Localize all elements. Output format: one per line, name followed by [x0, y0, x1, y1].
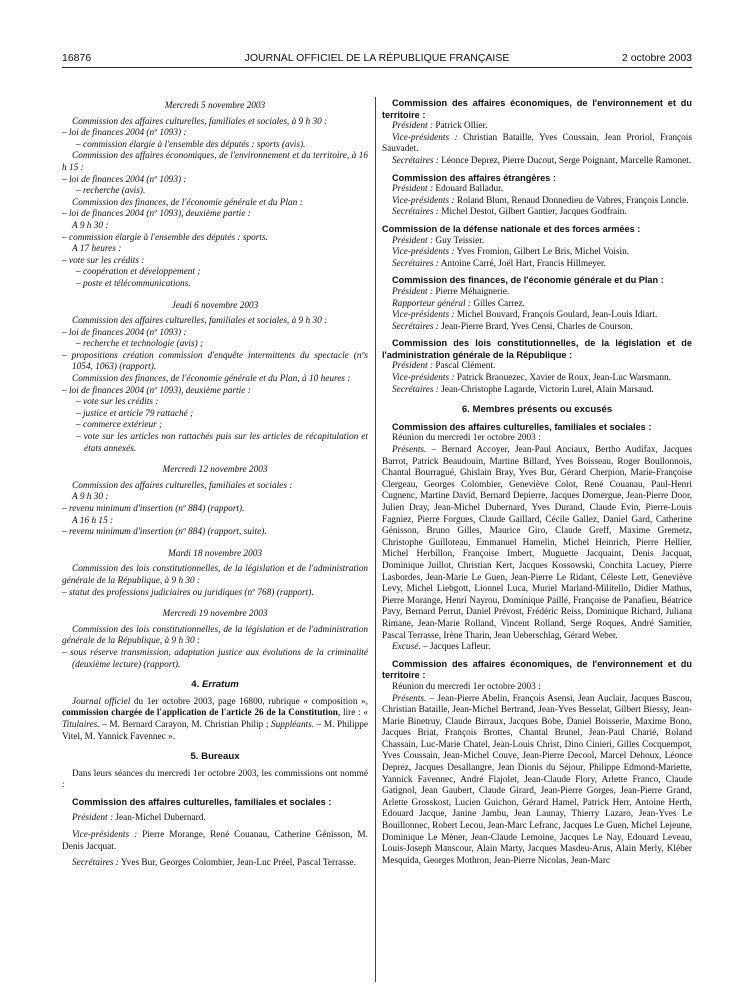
commission-title: Commission des affaires étrangères :: [392, 172, 556, 183]
role-names: Gilles Carrez.: [471, 298, 525, 309]
excuse-names: – Jacques Lafleur.: [420, 642, 491, 653]
present-names: – Jean-Pierre Abelin, François Asensi, Jean Auclair, Jacques Bascou, Christian Bataille, Jean-Michel Bertrand, Jean-Yves Besselat, Gilbert Biessy, Jean-Marie Binetruy, Claude Birraux, Jacques Bobe, Daniel Boisserie, Maxime Bono, Jacques Briat, François Brottes, Chantal Brunel, Jean-Paul Charié, Roland Chassain, Luc-Marie Chatel, Jean-Louis Christ, Dino Cinieri, Gilles Cocquempot, Yves Coussain, Jean-Michel Couve, Jean-Pierre Decool, Marcel Dehoux, Léonce Deprez, Jacques Desallangre, Jean Dionis du Séjour, Philippe Edmond-Mariette, Yannick Favennec, André Flajolet, Jean-Claude Flory, Arlette Franco, Claude Gatignol, Jean Gaubert, Claude Girard, Jean-Pierre Gorges, Jean-Pierre Grand, Arlette Grosskost, Lucien Guichon, Gérard Hamel, Patrick Herr, Antoine Herth, Edouard Jacque, Janine Jambu, Jean Launay, Thierry Lazaro, Jean-Yves Le Bouillonnec, Robert Lecou, Jean-Marc Lefranc, Jacques Le Guen, Michel Lejeune, Dominique Le Mèner, Jean-Claude Lemoine, Jacques Le Nay, Edouard Leveau, Louis-Joseph Manscour, Alain Marty, Jacques Masdeu-Arus, Alain Merly, Kléber Mesquida, Georges Mothron, Jean-Pierre Nicolas, Jean-Marc: [382, 693, 692, 866]
erratum-part: du 1er octobre 2003, page 16800, rubrique « composition »,: [130, 696, 369, 707]
agenda-line: A 16 h 15 :: [72, 515, 114, 526]
role-label: Secrétaires :: [392, 321, 439, 332]
date-heading: Mercredi 12 novembre 2003: [162, 465, 268, 476]
role-label: Président :: [392, 286, 434, 297]
agenda-line: – revenu minimum d'insertion (nº 884) (rapport).: [62, 504, 245, 514]
secretaries-line: [382, 156, 692, 168]
erratum-part: – M. Philippe Vitel, M. Yannick Favennec ».: [62, 719, 368, 742]
president-line: [382, 361, 692, 373]
agenda-line: – loi de finances 2004 (nº 1093), deuxième partie :: [62, 385, 251, 396]
agenda-line: – commission élargie à l'ensemble des députés : sports.: [62, 232, 268, 243]
date-heading: Mercredi 5 novembre 2003: [164, 101, 266, 111]
role-names: Jean-Michel Dubernard.: [113, 813, 206, 824]
bureaux-heading: 5. Bureaux: [190, 751, 240, 763]
agenda-line: – vote sur les crédits :: [76, 397, 159, 408]
erratum-number: 4.: [191, 679, 200, 691]
agenda-line: Commission des affaires culturelles, familiales et sociales, à 9 h 30 :: [72, 116, 328, 127]
role-label: Secrétaires :: [392, 258, 439, 269]
secretaries-line: [382, 259, 692, 271]
agenda-line: – loi de finances 2004 (nº 1093) :: [62, 327, 187, 338]
role-label: Secrétaires :: [392, 384, 439, 395]
agenda-line: – loi de finances 2004 (nº 1093) :: [62, 174, 187, 185]
meeting-date: Réunion du mercredi 1er octobre 2003 :: [392, 433, 541, 444]
commission-title: Commission des affaires économiques, de l'environnement et du territoire :: [382, 98, 692, 120]
vice-presidents-line: [382, 247, 692, 259]
role-names: Yves Fromion, Gilbert Le Bris, Michel Voisin.: [454, 247, 630, 258]
role-names: Jean-Christophe Lagarde, Victorin Lurel, Alain Marsaud.: [438, 384, 654, 395]
commission-title: Commission des lois constitutionnelles, de la législation et de l'administration générale de la République :: [382, 338, 692, 360]
date-heading: Jeudi 6 novembre 2003: [171, 300, 259, 311]
role-names: Roland Blum, Renaud Donnedieu de Vabres, François Loncle.: [454, 195, 689, 206]
commission-title: Commission des affaires culturelles, familiales et sociales :: [392, 421, 652, 432]
role-label: Vice-présidents :: [392, 310, 455, 321]
secretaries-line: [62, 858, 368, 870]
journal-title: JOURNAL OFFICIEL DE LA RÉPUBLIQUE FRANÇAISE: [244, 52, 510, 64]
agenda-line: A 9 h 30 :: [72, 220, 109, 231]
president-line: [62, 813, 368, 825]
role-label: Président :: [72, 813, 114, 824]
role-names: Antoine Carré, Joël Hart, Francis Hillmeyer.: [438, 258, 606, 269]
agenda-line: – justice et article 79 rattaché ;: [76, 408, 194, 419]
agenda-line: – propositions création commission d'enquête intermittents du spectacle (nºs 1054, 1063) (rapport).: [62, 350, 368, 373]
agenda-line: – vote sur les crédits :: [62, 255, 145, 266]
erratum-part: Suppléants.: [271, 719, 315, 730]
role-label: Secrétaires :: [72, 858, 119, 869]
president-line: [382, 236, 692, 248]
role-label: Rapporteur général :: [392, 298, 472, 309]
role-label: Président :: [392, 121, 434, 132]
role-label: Vice-présidents :: [72, 830, 138, 841]
agenda-line: Commission des lois constitutionnelles, de la législation et de l'administration générale de la République, à 9 h 30 :: [62, 624, 368, 647]
agenda-line: – commission élargie à l'ensemble des députés : sports (avis).: [76, 139, 306, 150]
vice-presidents-line: [62, 830, 368, 853]
agenda-line: Commission des affaires culturelles, familiales et sociales :: [72, 480, 293, 491]
rapporteur-line: [382, 299, 692, 311]
role-names: Christian Bataille, Yves Coussain, Jean Proriol, François Sauvadet.: [382, 132, 692, 155]
role-names: Guy Teissier.: [433, 235, 485, 246]
role-label: Vice-présidents :: [392, 132, 458, 143]
role-label: Vice-présidents :: [392, 373, 455, 384]
right-column: [382, 98, 692, 867]
agenda-line: – revenu minimum d'insertion (nº 884) (rapport, suite).: [62, 527, 267, 538]
commission-title: Commission des affaires économiques, de l'environnement et du territoire :: [382, 658, 692, 681]
vice-presidents-line: [382, 196, 692, 208]
secretaries-line: [382, 385, 692, 397]
membres-heading: 6. Membres présents ou excusés: [461, 404, 613, 416]
column-divider: [375, 97, 376, 982]
role-names: Michel Destot, Gilbert Gantier, Jacques Godfrain.: [438, 207, 627, 218]
vice-presidents-line: [382, 373, 692, 385]
role-label: Secrétaires :: [392, 207, 439, 218]
secretaries-line: [382, 207, 692, 219]
spacer: [62, 539, 368, 544]
role-label: Président :: [392, 361, 434, 372]
erratum-text: [62, 697, 368, 743]
agenda-line: – recherche (avis).: [76, 186, 146, 197]
present-list: [382, 445, 692, 642]
agenda-line: – sous réserve transmission, adaptation justice aux évolutions de la criminalité (deuxième lecture) (rapport).: [62, 647, 368, 670]
spacer: [62, 455, 368, 460]
agenda-line: – statut des professions judiciaires ou juridiques (nº 768) (rapport).: [62, 587, 314, 598]
role-label: Vice-présidents :: [392, 195, 455, 206]
meeting-date: Réunion du mercredi 1er octobre 2003 :: [392, 681, 541, 692]
issue-date: 2 octobre 2003: [621, 52, 692, 64]
erratum-part: – M. Bernard Carayon, M. Christian Philip ;: [99, 719, 271, 730]
president-line: [382, 121, 692, 133]
erratum-part: , lire : «: [337, 708, 368, 719]
role-names: Patrick Ollier.: [433, 121, 488, 132]
page-header: [62, 52, 692, 66]
role-names: Michel Bouvard, François Goulard, Jean-Louis Idiart.: [454, 310, 658, 321]
agenda-line: Commission des finances, de l'économie générale et du Plan, à 10 heures :: [72, 374, 351, 385]
secretaries-line: [382, 322, 692, 334]
vice-presidents-line: [382, 310, 692, 322]
role-names: Pascal Clément.: [433, 361, 496, 372]
agenda-line: A 17 heures :: [72, 244, 122, 255]
agenda-line: – recherche et technologie (avis) ;: [76, 339, 204, 350]
agenda-line: – vote sur les articles non rattachés puis sur les articles de récapitulation et états annexés.: [76, 432, 368, 454]
agenda-line: – loi de finances 2004 (nº 1093), deuxième partie :: [62, 209, 251, 220]
excuse-label: Excusé.: [392, 642, 421, 653]
vice-presidents-line: [382, 133, 692, 156]
present-label: Présents.: [392, 693, 427, 704]
bureaux-intro: Dans leurs séances du mercredi 1er octobre 2003, les commissions ont nommé :: [62, 768, 368, 791]
present-names: – Bernard Accoyer, Jean-Paul Anciaux, Bertho Audifax, Jacques Barrot, Patrick Beaudouin, Martine Billard, Yves Boisseau, Roger Boullonnois, Chantal Bourragué, Ghislain Bray, Yves Bur, Gérard Cherpion, Marie-Françoise Clergeau, Georges Colombier, Geneviève Colot, René Couanau, Paul-Henri Cugnenc, Martine David, Bernard Depierre, Jacques Domergue, Jean-Pierre Door, Julien Dray, Jean-Michel Dubernard, Yves Durand, Claude Evin, Pierre-Louis Fagniez, Pierre Forgues, Claude Gaillard, Cécile Gallez, Daniel Gard, Catherine Génisson, Bruno Gilles, Maurice Giro, Claude Greff, Maxime Gremetz, Christophe Guilloteau, Emmanuel Hamelin, Michel Heinrich, Pierre Hellier, Michel Herbillon, Françoise Imbert, Muguette Jacquaint, Denis Jacquat, Dominique Juillot, Christian Kert, Jacques Kossowski, Conchita Lacuey, Pierre Lasbordes, Jean-Marie Le Guen, Jean-Pierre Le Ridant, Céleste Lett, Geneviève Levy, Michel Liebgott, Lionnel Luca, Muriel Marland-Militello, Didier Mathus, Pierre Morange, Henri Nayrou, Dominique Paillé, Françoise de Panafieu, Béatrice Pavy, Bernard Perrut, Daniel Prévost, Frédéric Reiss, Dominique Richard, Juliana Rimane, Jean-Marie Rolland, Vincent Rolland, Serge Roques, André Samitier, Pascal Terrasse, Irène Tharin, Jean Ueberschlag, Gérard Weber.: [382, 445, 692, 641]
page-number: 16876: [62, 52, 92, 64]
left-column: [62, 96, 368, 870]
role-names: Jean-Pierre Brard, Yves Censi, Charles de Courson.: [438, 321, 633, 332]
commission-title: Commission des finances, de l'économie générale et du Plan :: [392, 275, 664, 286]
commission-title: Commission de la défense nationale et des forces armées :: [382, 223, 641, 234]
erratum-heading: [62, 679, 368, 691]
date-heading: Mercredi 19 novembre 2003: [162, 609, 268, 620]
spacer: [62, 599, 368, 604]
agenda-line: Commission des affaires économiques, de l'environnement et du territoire, à 16 h 15 :: [62, 151, 368, 173]
role-names: Edouard Balladur.: [433, 184, 504, 195]
role-names: Patrick Braouezec, Xavier de Roux, Jean-Luc Warsmann.: [454, 373, 672, 384]
present-list: [382, 694, 692, 868]
spacer: [62, 291, 368, 296]
header-rule: [62, 67, 692, 68]
role-label: Président :: [392, 184, 434, 195]
president-line: [382, 184, 692, 196]
role-names: Pierre Méhaignerie.: [433, 286, 510, 297]
agenda-line: Commission des affaires culturelles, familiales et sociales, à 9 h 30 :: [72, 316, 328, 327]
role-label: Vice-présidents :: [392, 247, 455, 258]
erratum-title: Erratum: [201, 679, 239, 691]
erratum-part: Journal officiel: [72, 696, 131, 707]
erratum-part: commission chargée de l'application de l'article 26 de la Constitution: [62, 708, 338, 719]
present-label: Présents.: [392, 445, 427, 456]
commission-title: Commission des affaires culturelles, familiales et sociales :: [72, 796, 332, 807]
agenda-line: A 9 h 30 :: [72, 492, 109, 503]
excuse-line: [382, 642, 692, 654]
role-names: Léonce Deprez, Pierre Ducout, Serge Poignant, Marcelle Ramonet.: [438, 155, 692, 166]
agenda-line: – coopération et développement ;: [76, 267, 201, 278]
erratum-part: Titulaires.: [62, 719, 100, 730]
role-names: Yves Bur, Georges Colombier, Jean-Luc Préel, Pascal Terrasse.: [118, 858, 356, 869]
president-line: [382, 287, 692, 299]
agenda-line: – poste et télécommunications.: [76, 278, 191, 289]
agenda-line: Commission des lois constitutionnelles, de la législation et de l'administration générale de la République, à 9 h 30 :: [62, 564, 368, 586]
role-names: Pierre Morange, René Couanau, Catherine Génisson, M. Denis Jacquat.: [62, 830, 368, 852]
date-heading: Mardi 18 novembre 2003: [167, 548, 263, 559]
role-label: Secrétaires :: [392, 155, 439, 166]
role-label: Président :: [392, 235, 434, 246]
agenda-line: Commission des finances, de l'économie générale et du Plan :: [72, 197, 303, 208]
agenda-line: – loi de finances 2004 (nº 1093) :: [62, 128, 187, 139]
agenda-line: – commerce extérieur ;: [76, 420, 163, 431]
